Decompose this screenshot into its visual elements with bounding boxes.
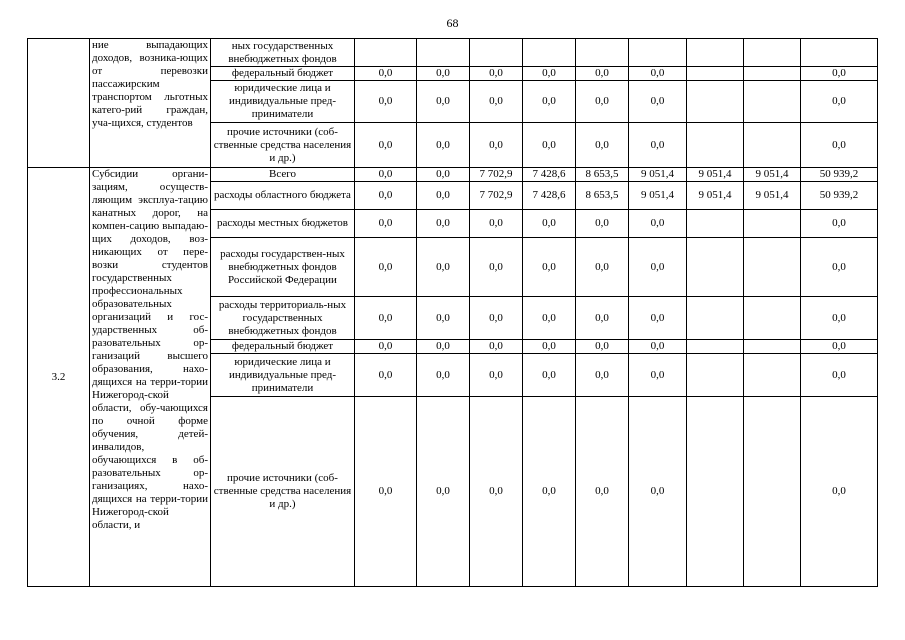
funding-source-cell: ных государственных внебюджетных фондов <box>211 39 355 67</box>
funding-source-cell: юридические лица и индивидуальные пред-приниматели <box>211 354 355 397</box>
year-value-cell <box>355 39 417 67</box>
year-value-cell: 0,0 <box>417 238 470 297</box>
item-description-cell: Субсидии органи-зациям, осуществ-ляющим эксплуа-тацию канатных дорог, на компен-сацию выпадаю-щих доходов, воз-никающих от пере-возки студентов государственных профессиональных образовательных организаций и гос-ударственных об-разовательных ор-ганизаций высшего образования, нахо-дящихся на терри-тории Нижегород-ской области, обу-чающихся по очной форме обучения, детей-инвалидов, обучающихся в об-разовательных ор-ганизациях, нахо-дящихся на терри-тории Нижегород-ской области, и <box>90 168 211 587</box>
funding-source-cell: расходы государствен-ных внебюджетных фондов Российской Федерации <box>211 238 355 297</box>
year-value-cell: 0,0 <box>523 297 576 340</box>
funding-source-cell: прочие источники (соб-ственные средства населения и др.) <box>211 123 355 168</box>
year-value-cell: 0,0 <box>470 67 523 81</box>
year-value-cell: 0,0 <box>629 238 687 297</box>
total-value-cell: 0,0 <box>801 297 878 340</box>
year-value-cell: 0,0 <box>417 123 470 168</box>
total-value-cell: 0,0 <box>801 340 878 354</box>
year-value-cell <box>687 39 744 67</box>
year-value-cell: 0,0 <box>470 210 523 238</box>
year-value-cell: 0,0 <box>576 397 629 587</box>
year-value-cell: 0,0 <box>355 238 417 297</box>
year-value-cell: 0,0 <box>470 238 523 297</box>
year-value-cell: 7 428,6 <box>523 168 576 182</box>
year-value-cell: 0,0 <box>355 297 417 340</box>
year-value-cell: 0,0 <box>417 81 470 123</box>
year-value-cell: 0,0 <box>523 354 576 397</box>
year-value-cell: 9 051,4 <box>687 182 744 210</box>
year-value-cell: 0,0 <box>576 123 629 168</box>
year-value-cell <box>744 123 801 168</box>
year-value-cell: 0,0 <box>629 354 687 397</box>
year-value-cell: 0,0 <box>355 168 417 182</box>
year-value-cell <box>687 123 744 168</box>
year-value-cell: 0,0 <box>576 354 629 397</box>
funding-source-cell: прочие источники (соб-ственные средства населения и др.) <box>211 397 355 587</box>
year-value-cell: 0,0 <box>523 238 576 297</box>
year-value-cell <box>744 354 801 397</box>
year-value-cell: 0,0 <box>629 81 687 123</box>
year-value-cell: 0,0 <box>417 354 470 397</box>
year-value-cell <box>744 340 801 354</box>
year-value-cell <box>687 297 744 340</box>
year-value-cell: 0,0 <box>417 397 470 587</box>
item-number-cell: 3.2 <box>28 168 90 587</box>
year-value-cell: 0,0 <box>470 297 523 340</box>
page-number: 68 <box>446 16 459 30</box>
year-value-cell <box>687 397 744 587</box>
year-value-cell: 0,0 <box>355 210 417 238</box>
table-row <box>28 168 878 182</box>
year-value-cell: 0,0 <box>355 81 417 123</box>
funding-source-cell: расходы территориаль-ных государственных внебюджетных фондов <box>211 297 355 340</box>
total-value-cell: 50 939,2 <box>801 168 878 182</box>
year-value-cell: 0,0 <box>576 238 629 297</box>
year-value-cell: 9 051,4 <box>629 168 687 182</box>
year-value-cell <box>417 39 470 67</box>
year-value-cell: 9 051,4 <box>744 168 801 182</box>
financing-table <box>27 38 878 587</box>
year-value-cell: 7 428,6 <box>523 182 576 210</box>
total-value-cell: 0,0 <box>801 238 878 297</box>
year-value-cell <box>470 39 523 67</box>
funding-source-cell: Всего <box>211 168 355 182</box>
year-value-cell <box>576 39 629 67</box>
year-value-cell: 0,0 <box>470 123 523 168</box>
funding-source-cell: юридические лица и индивидуальные пред-приниматели <box>211 81 355 123</box>
year-value-cell: 0,0 <box>523 67 576 81</box>
year-value-cell: 9 051,4 <box>629 182 687 210</box>
year-value-cell: 0,0 <box>523 123 576 168</box>
year-value-cell: 8 653,5 <box>576 182 629 210</box>
year-value-cell: 0,0 <box>576 67 629 81</box>
year-value-cell: 9 051,4 <box>744 182 801 210</box>
item-number-cell <box>28 39 90 168</box>
year-value-cell <box>744 210 801 238</box>
year-value-cell: 0,0 <box>629 397 687 587</box>
year-value-cell: 0,0 <box>629 297 687 340</box>
year-value-cell: 0,0 <box>629 67 687 81</box>
year-value-cell: 0,0 <box>470 340 523 354</box>
table-body <box>28 39 878 587</box>
year-value-cell <box>744 297 801 340</box>
funding-source-cell: расходы областного бюджета <box>211 182 355 210</box>
year-value-cell: 0,0 <box>417 168 470 182</box>
year-value-cell: 0,0 <box>417 340 470 354</box>
total-value-cell <box>801 39 878 67</box>
year-value-cell: 0,0 <box>523 340 576 354</box>
total-value-cell: 0,0 <box>801 67 878 81</box>
year-value-cell: 0,0 <box>355 354 417 397</box>
year-value-cell: 0,0 <box>523 81 576 123</box>
year-value-cell: 0,0 <box>355 182 417 210</box>
total-value-cell: 0,0 <box>801 81 878 123</box>
year-value-cell <box>687 238 744 297</box>
year-value-cell <box>687 210 744 238</box>
year-value-cell: 0,0 <box>576 81 629 123</box>
year-value-cell: 0,0 <box>355 340 417 354</box>
year-value-cell: 0,0 <box>523 210 576 238</box>
year-value-cell <box>687 340 744 354</box>
total-value-cell: 0,0 <box>801 397 878 587</box>
year-value-cell: 0,0 <box>470 81 523 123</box>
year-value-cell: 0,0 <box>417 182 470 210</box>
year-value-cell <box>744 397 801 587</box>
year-value-cell <box>744 67 801 81</box>
total-value-cell: 0,0 <box>801 210 878 238</box>
total-value-cell: 50 939,2 <box>801 182 878 210</box>
year-value-cell <box>744 39 801 67</box>
year-value-cell: 0,0 <box>470 397 523 587</box>
year-value-cell: 0,0 <box>470 354 523 397</box>
year-value-cell <box>687 67 744 81</box>
total-value-cell: 0,0 <box>801 123 878 168</box>
year-value-cell: 0,0 <box>355 123 417 168</box>
year-value-cell <box>687 354 744 397</box>
total-value-cell: 0,0 <box>801 354 878 397</box>
year-value-cell: 0,0 <box>355 397 417 587</box>
year-value-cell: 0,0 <box>417 67 470 81</box>
year-value-cell <box>744 238 801 297</box>
year-value-cell <box>744 81 801 123</box>
year-value-cell: 0,0 <box>629 210 687 238</box>
year-value-cell: 7 702,9 <box>470 182 523 210</box>
year-value-cell: 0,0 <box>355 67 417 81</box>
funding-source-cell: федеральный бюджет <box>211 67 355 81</box>
funding-source-cell: расходы местных бюджетов <box>211 210 355 238</box>
year-value-cell: 0,0 <box>417 210 470 238</box>
year-value-cell: 7 702,9 <box>470 168 523 182</box>
year-value-cell: 0,0 <box>629 340 687 354</box>
year-value-cell: 0,0 <box>576 210 629 238</box>
table-row <box>28 39 878 67</box>
year-value-cell: 0,0 <box>576 340 629 354</box>
item-description-cell: ние выпадающих доходов, возника-ющих от перевозки пассажирским транспортом льготных катего-рий граждан, уча-щихся, студентов <box>90 39 211 168</box>
year-value-cell: 0,0 <box>629 123 687 168</box>
year-value-cell <box>523 39 576 67</box>
year-value-cell: 0,0 <box>576 297 629 340</box>
funding-source-cell: федеральный бюджет <box>211 340 355 354</box>
year-value-cell: 9 051,4 <box>687 168 744 182</box>
year-value-cell: 8 653,5 <box>576 168 629 182</box>
year-value-cell <box>687 81 744 123</box>
year-value-cell <box>629 39 687 67</box>
year-value-cell: 0,0 <box>523 397 576 587</box>
year-value-cell: 0,0 <box>417 297 470 340</box>
